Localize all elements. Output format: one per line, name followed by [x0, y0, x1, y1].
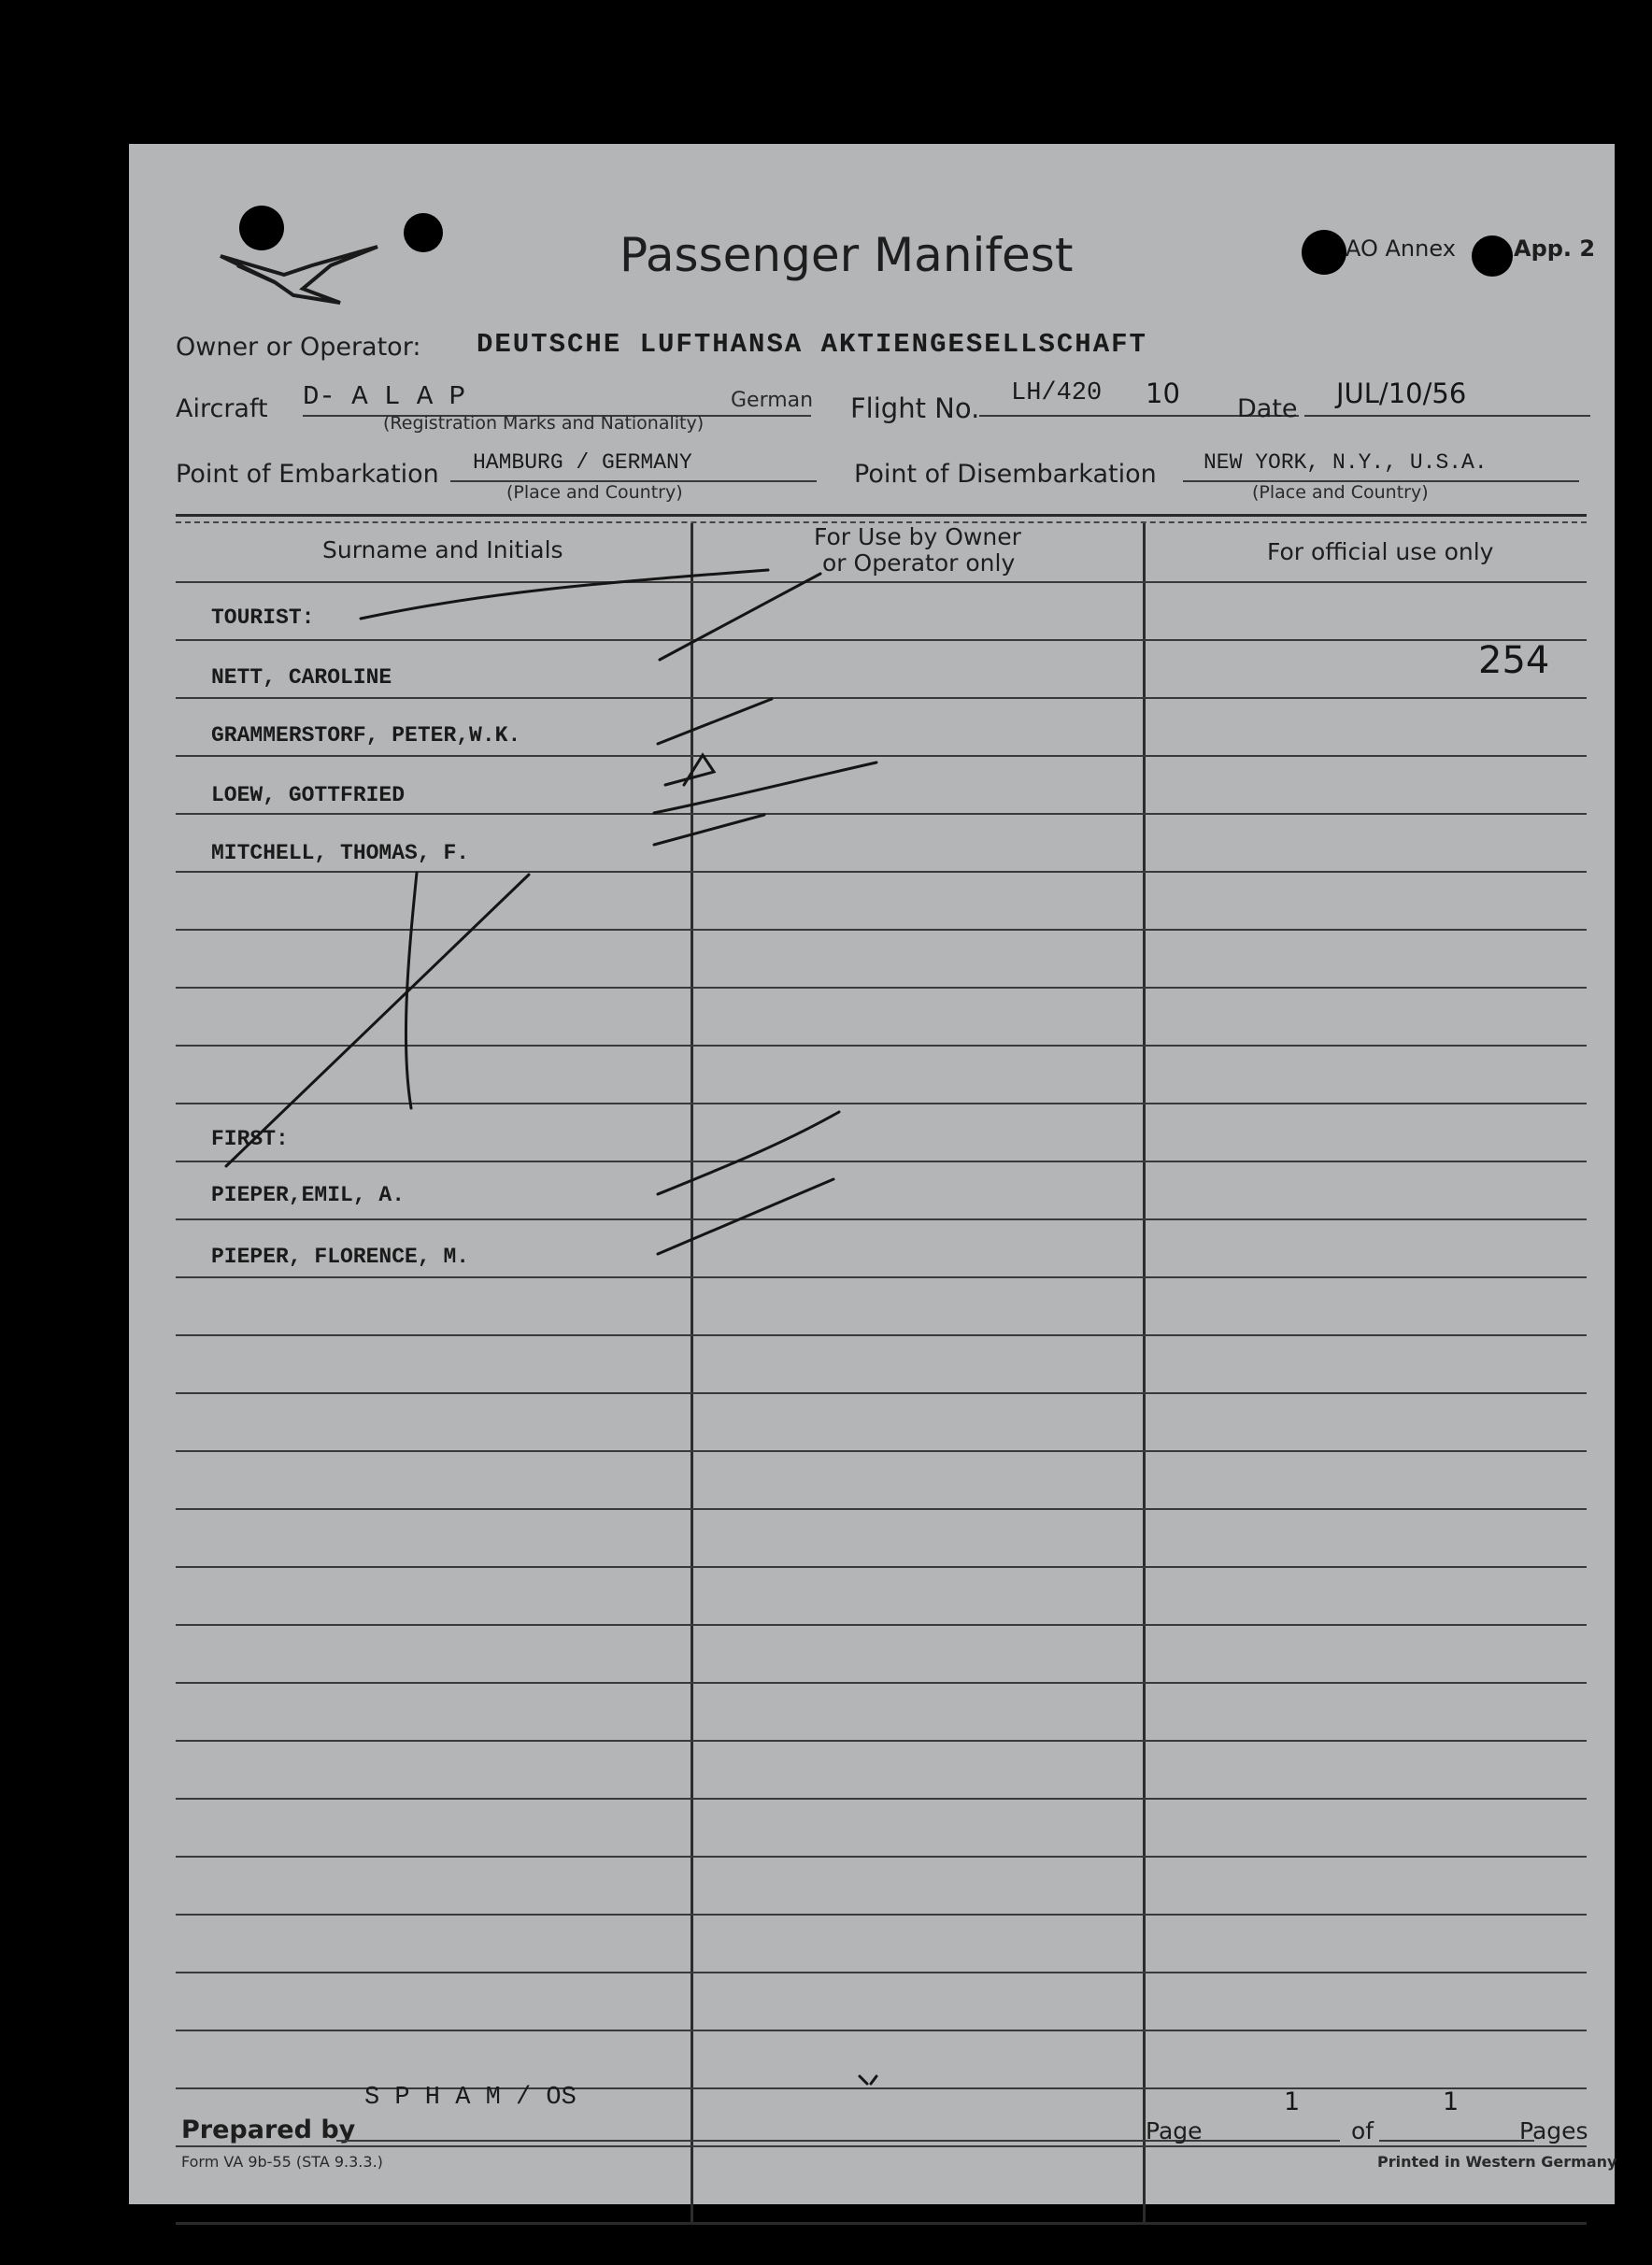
owner-value: DEUTSCHE LUFTHANSA AKTIENGESELLSCHAFT [477, 329, 1147, 360]
pages-label: Pages [1519, 2117, 1588, 2144]
embarkation-caption: (Place and Country) [506, 482, 683, 503]
list-item: PIEPER,EMIL, A. [211, 1183, 406, 1207]
list-item: GRAMMERSTORF, PETER,W.K. [211, 723, 521, 748]
check-mark [654, 815, 764, 845]
handwritten-marks [129, 144, 1615, 2204]
page-label: Page [1146, 2117, 1203, 2144]
check-mark [660, 574, 820, 660]
list-item: LOEW, GOTTFRIED [211, 783, 406, 807]
cross-out-stroke [226, 875, 529, 1166]
disembarkation-label: Point of Disembarkation [854, 460, 1157, 489]
flight-label: Flight No. [850, 392, 980, 424]
check-mark [658, 1112, 839, 1194]
prepared-label: Prepared by [181, 2115, 356, 2144]
list-item: PIEPER, FLORENCE, M. [211, 1245, 470, 1269]
list-item: NETT, CAROLINE [211, 665, 392, 690]
check-mark [658, 1179, 833, 1254]
form-code: Form VA 9b-55 (STA 9.3.3.) [181, 2153, 383, 2171]
check-mark [665, 755, 714, 785]
of-label: of [1351, 2117, 1374, 2144]
printed-note: Printed in Western Germany [1377, 2153, 1617, 2171]
date-value: JUL/10/56 [1336, 378, 1467, 409]
date-label: Date [1237, 394, 1298, 423]
column-header-owner-use-2: or Operator only [822, 549, 1016, 577]
page-value: 1 [1284, 2087, 1301, 2116]
flight-extra: 10 [1146, 378, 1180, 409]
list-item: MITCHELL, THOMAS, F. [211, 841, 470, 865]
stray-mark [860, 2076, 876, 2084]
disembarkation-value: NEW YORK, N.Y., U.S.A. [1203, 450, 1488, 475]
flight-value: LH/420 [1011, 379, 1103, 407]
manifest-sheet [129, 144, 1615, 2204]
app-label: App. 2 [1514, 235, 1596, 262]
column-header-surname: Surname and Initials [322, 536, 563, 563]
prepared-value: S P H A M / OS [364, 2084, 577, 2112]
annex-label: AO Annex [1346, 235, 1456, 262]
list-item: FIRST: [211, 1127, 289, 1151]
aircraft-caption: (Registration Marks and Nationality) [383, 413, 705, 434]
table-bottom-rule [176, 2222, 1587, 2225]
column-header-owner-use-1: For Use by Owner [814, 523, 1021, 550]
owner-label: Owner or Operator: [176, 333, 421, 362]
embarkation-label: Point of Embarkation [176, 460, 439, 489]
aircraft-label: Aircraft [176, 394, 268, 423]
aircraft-nationality: German [731, 389, 814, 412]
check-mark [361, 570, 768, 619]
aircraft-value: D- A L A P [303, 381, 466, 412]
page-title: Passenger Manifest [620, 228, 1074, 282]
embarkation-value: HAMBURG / GERMANY [473, 450, 692, 475]
check-mark [658, 699, 772, 744]
official-note: 254 [1478, 639, 1550, 682]
list-item: TOURIST: [211, 605, 315, 630]
of-value: 1 [1443, 2087, 1460, 2116]
check-mark [654, 762, 876, 813]
disembarkation-caption: (Place and Country) [1252, 482, 1429, 503]
column-header-official: For official use only [1267, 538, 1494, 565]
